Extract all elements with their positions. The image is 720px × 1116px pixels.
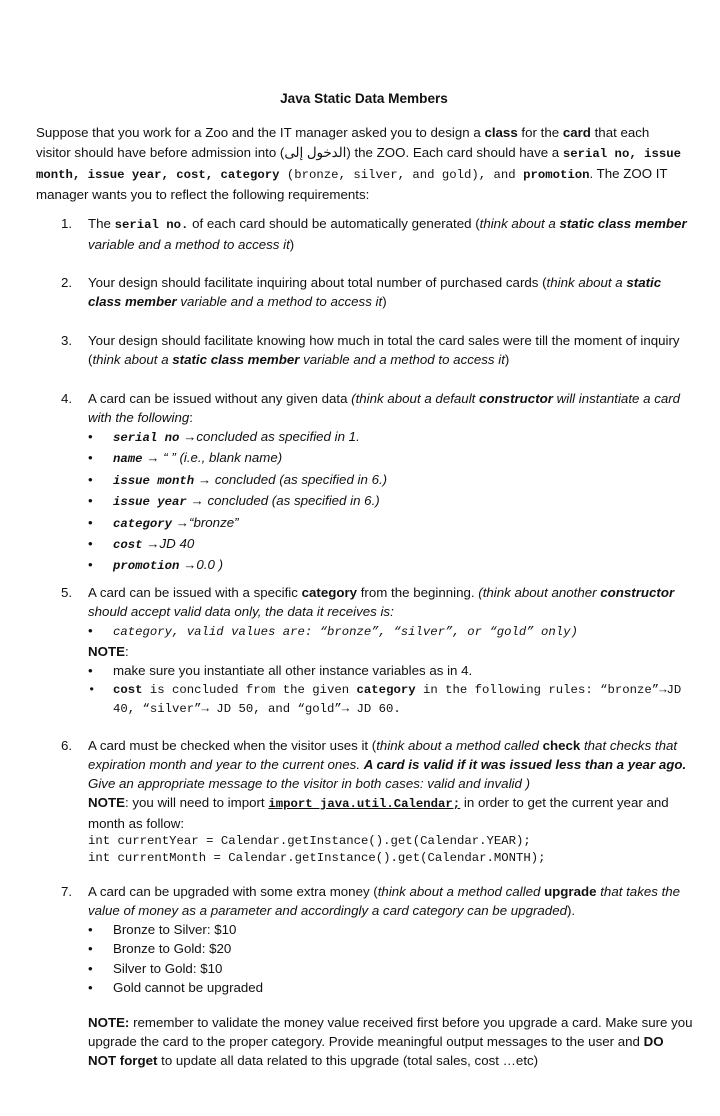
- requirement-number: 5.: [61, 585, 73, 600]
- import-statement: import java.util.Calendar;: [268, 797, 461, 811]
- requirement-number: 4.: [61, 391, 73, 406]
- cost-term: cost: [113, 682, 143, 697]
- category-values: category, valid values are: “bronze”, “silver”, or “gold” only): [113, 625, 578, 639]
- requirement-text: Your design should facilitate knowing how much in total the card sales were till the moment of inquiry (: [88, 333, 680, 367]
- note-label: NOTE: [88, 795, 125, 810]
- field-name: promotion: [113, 559, 180, 574]
- list-item: [113, 555, 693, 576]
- note-text: to update all data related to this upgrade (total sales, cost …etc): [157, 1052, 539, 1068]
- list-item: [113, 534, 693, 555]
- do-not-forget-emphasis: DO NOT forget: [88, 1033, 664, 1068]
- note-block: [88, 1013, 693, 1070]
- hint-text: should accept valid data only, the data it receives is:: [88, 604, 394, 619]
- field-value: → concluded (as specified in 6.): [194, 471, 388, 487]
- intro-card-term: card: [562, 125, 591, 140]
- code-current-year: int currentYear = Calendar.getInstance().get(Calendar.YEAR);: [88, 834, 531, 848]
- intro-fields: serial no, issue month, issue year, cost, category: [36, 147, 681, 182]
- field-name: issue year: [113, 495, 187, 510]
- requirement-number: 1.: [61, 216, 73, 231]
- requirement-text: ): [289, 237, 295, 252]
- note-text: make sure you instantiate all other instance variables as in 4.: [113, 663, 473, 679]
- note-text: remember to validate the money value received first before you upgrade a card. Make sure you upgrade the card to the proper category. Provide meaningful output messages to the user and: [88, 1014, 693, 1049]
- intro-text: that each visitor should have before admission into (: [36, 125, 650, 160]
- hint-text: that takes the value of money as a parameter and accordingly a card category can be upgraded: [88, 884, 681, 918]
- intro-categories: (bronze, silver, and gold), and: [279, 168, 524, 182]
- hint-text: (think about a default: [351, 391, 480, 406]
- hint-text: will instantiate a card with the following: [88, 391, 681, 425]
- field-value: →concluded as specified in 1.: [179, 429, 360, 444]
- field-value: →JD 40: [142, 536, 195, 552]
- hint-text: think about a method called: [377, 884, 545, 899]
- field-value: → concluded (as specified in 6.): [186, 493, 380, 509]
- requirement-text: from the beginning.: [357, 585, 479, 600]
- requirement-number: 2.: [61, 275, 73, 290]
- check-term: check: [542, 738, 581, 753]
- requirement-7: [61, 882, 693, 1070]
- list-item: • Gold cannot be upgraded: [113, 978, 693, 997]
- note-colon: :: [124, 644, 129, 660]
- list-item: [113, 470, 693, 491]
- hint-text: think about a: [546, 275, 627, 290]
- requirement-text: ): [382, 294, 387, 309]
- hint-text: variable and a method to access it: [88, 237, 290, 252]
- category-term: category: [356, 682, 416, 697]
- document-title: Java Static Data Members: [280, 91, 448, 106]
- note-text: : you will need to import: [124, 795, 269, 810]
- field-name: name: [113, 452, 143, 467]
- serial-no-term: serial no.: [114, 218, 189, 232]
- upgrade-prices-list: [61, 920, 693, 998]
- list-item: • Silver to Gold: $10: [113, 959, 693, 978]
- note-label: NOTE:: [88, 1014, 130, 1030]
- requirement-text: A card can be upgraded with some extra money (: [88, 884, 378, 899]
- list-item: [113, 427, 693, 448]
- hint-emphasis: static class member: [559, 216, 687, 231]
- intro-text: for the: [517, 125, 563, 140]
- intro-text: Suppose that you work for a Zoo and the IT manager asked you to design a: [36, 125, 485, 140]
- upgrade-term: upgrade: [544, 884, 597, 899]
- note-text: is concluded from the given: [142, 682, 357, 697]
- intro-text: ) the ZOO. Each card should have a: [346, 145, 563, 160]
- field-value: →“bronze”: [172, 514, 239, 530]
- intro-paragraph: [36, 123, 686, 205]
- category-values-list: [61, 621, 693, 642]
- field-name: serial no: [113, 431, 180, 445]
- default-values-list: [61, 427, 693, 577]
- field-name: cost: [113, 538, 143, 553]
- requirement-text: The: [88, 216, 115, 231]
- hint-text: think about a: [479, 216, 560, 231]
- category-term: category: [301, 585, 358, 600]
- intro-arabic-term: الدخول إلى: [284, 145, 347, 160]
- list-item: [113, 513, 693, 534]
- requirement-1: [61, 214, 693, 254]
- note-text: in order to get the current year and month as follow:: [88, 795, 669, 831]
- requirement-number: 7.: [61, 884, 73, 899]
- requirement-3: [61, 331, 693, 369]
- note-label: NOTE: [88, 644, 125, 660]
- hint-text: (think about another: [478, 585, 601, 600]
- requirement-4: [61, 389, 693, 577]
- list-item: [113, 448, 693, 469]
- hint-emphasis: constructor: [479, 391, 553, 406]
- hint-text: variable and a method to access it: [299, 352, 505, 367]
- hint-text: Give an appropriate message to the visitor in both cases: valid and invalid ): [88, 776, 530, 791]
- requirement-text: :: [189, 410, 193, 425]
- requirement-text: A card can be issued without any given data: [88, 391, 352, 406]
- field-value: → “ ” (i.e., blank name): [142, 450, 283, 466]
- intro-promotion-term: promotion: [523, 168, 590, 182]
- list-item: [113, 681, 693, 720]
- note-text: in the following rules: “bronze”→JD 40, “silver”→ JD 50, and “gold”→ JD 60.: [113, 682, 682, 717]
- list-item: [113, 491, 693, 512]
- code-current-month: int currentMonth = Calendar.getInstance().get(Calendar.MONTH);: [88, 850, 546, 865]
- list-item: • Bronze to Gold: $20: [113, 939, 693, 958]
- requirement-2: [61, 273, 693, 311]
- hint-emphasis: static class member: [88, 275, 662, 309]
- requirement-number: 3.: [61, 333, 73, 348]
- hint-text: think about a method called: [376, 738, 543, 753]
- list-item: [113, 621, 693, 642]
- requirement-text: ).: [566, 903, 576, 918]
- field-name: category: [113, 516, 173, 531]
- note-list: [61, 661, 693, 719]
- field-name: issue month: [113, 473, 195, 488]
- note-block: [88, 642, 693, 661]
- hint-emphasis: static class member: [172, 352, 300, 367]
- requirement-text: of each card should be automatically generated (: [188, 216, 480, 231]
- validity-rule: A card is valid if it was issued less than a year ago.: [363, 757, 687, 772]
- hint-text: variable and a method to access it: [176, 294, 383, 309]
- requirement-text: ): [504, 352, 510, 367]
- requirement-6: [61, 736, 693, 866]
- requirement-text: Your design should facilitate inquiring about total number of purchased cards (: [88, 275, 547, 290]
- hint-emphasis: constructor: [600, 585, 675, 600]
- field-value: →0.0 ): [179, 557, 224, 573]
- list-item: • Bronze to Silver: $10: [113, 920, 693, 939]
- list-item: [113, 661, 693, 680]
- intro-class-term: class: [484, 125, 518, 140]
- requirement-5: [61, 583, 693, 720]
- requirement-number: 6.: [61, 738, 73, 753]
- requirement-text: A card can be issued with a specific: [88, 585, 302, 600]
- intro-text: . The ZOO IT manager wants you to reflect the following requirements:: [36, 166, 668, 202]
- requirement-text: A card must be checked when the visitor uses it (: [88, 738, 377, 753]
- hint-text: think about a: [92, 352, 173, 367]
- hint-text: that checks that expiration month and year to the current ones.: [88, 738, 678, 772]
